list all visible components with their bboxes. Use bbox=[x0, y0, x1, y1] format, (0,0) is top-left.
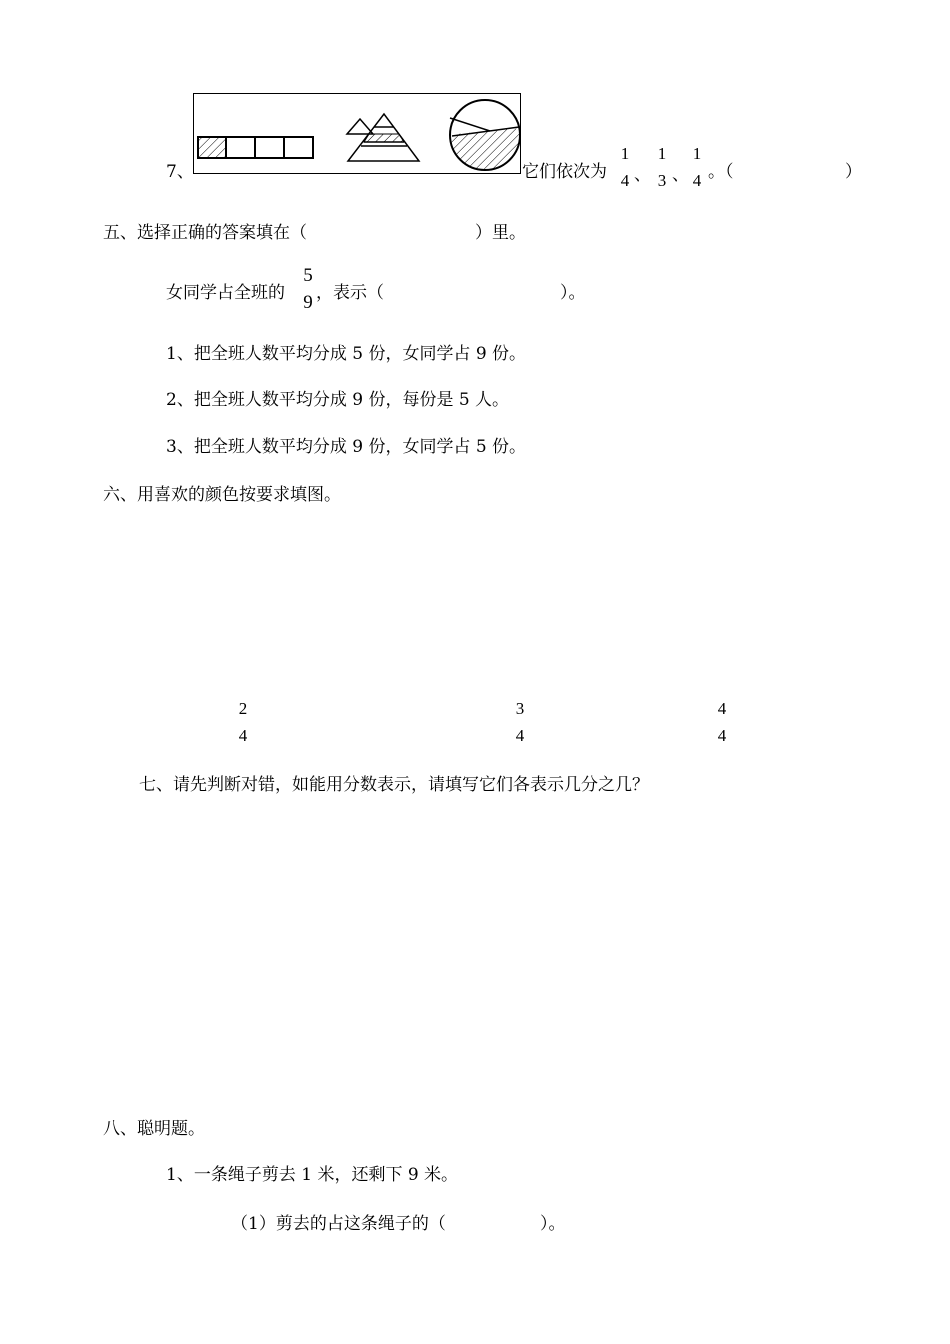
fraction-figures bbox=[194, 94, 522, 175]
section6-title: 六、用喜欢的颜色按要求填图。 bbox=[103, 485, 341, 505]
bar-figure bbox=[198, 137, 313, 158]
section5-stem-close: ）。 bbox=[560, 283, 586, 303]
section5-option-1: 1、把全班人数平均分成 5 份，女同学占 9 份。 bbox=[166, 344, 527, 364]
q7-frac3-den: 4 bbox=[692, 171, 702, 190]
q7-figure-box bbox=[193, 93, 521, 174]
q7-tail: 。（ bbox=[708, 162, 734, 182]
section6-frac1-num: 2 bbox=[238, 699, 248, 718]
q7-frac1-num: 1 bbox=[620, 144, 630, 163]
section8-title: 八、聪明题。 bbox=[103, 1119, 205, 1139]
q7-sep2: 、 bbox=[672, 165, 689, 185]
section7-title: 七、请先判断对错，如能用分数表示，请填写它们各表示几分之几？ bbox=[139, 775, 649, 795]
section5-title-close: ）里。 bbox=[475, 223, 526, 243]
q7-frac2-num: 1 bbox=[657, 144, 667, 163]
circle-figure bbox=[444, 94, 522, 174]
section6-frac3-den: 4 bbox=[717, 726, 727, 745]
q7-frac1-den: 4 bbox=[620, 171, 630, 190]
q7-sep1: 、 bbox=[634, 165, 651, 185]
q7-number: 7、 bbox=[166, 162, 194, 182]
q7-answer-close: ） bbox=[845, 162, 862, 182]
section8-question-1-1-close: ）。 bbox=[540, 1214, 566, 1234]
section6-frac1-den: 4 bbox=[238, 726, 248, 745]
q7-text: 它们依次为 bbox=[522, 162, 607, 182]
section8-question-1: 1、一条绳子剪去 1 米，还剩下 9 米。 bbox=[166, 1165, 459, 1185]
section6-frac2-den: 4 bbox=[515, 726, 525, 745]
section5-stem-frac-den: 9 bbox=[303, 292, 313, 313]
section5-title: 五、选择正确的答案填在（ bbox=[103, 223, 307, 243]
section6-frac3-num: 4 bbox=[717, 699, 727, 718]
section6-frac2-num: 3 bbox=[515, 699, 525, 718]
q7-frac3-num: 1 bbox=[692, 144, 702, 163]
section5-option-3: 3、把全班人数平均分成 9 份，女同学占 5 份。 bbox=[166, 437, 527, 457]
section5-stem-frac-num: 5 bbox=[303, 265, 313, 286]
q7-frac2-den: 3 bbox=[657, 171, 667, 190]
section5-stem-prefix: 女同学占全班的 bbox=[166, 283, 285, 303]
section8-question-1-1: （1）剪去的占这条绳子的（ bbox=[231, 1214, 446, 1234]
section5-stem-suffix: ，表示（ bbox=[316, 283, 384, 303]
section5-option-2: 2、把全班人数平均分成 9 份，每份是 5 人。 bbox=[166, 390, 510, 410]
